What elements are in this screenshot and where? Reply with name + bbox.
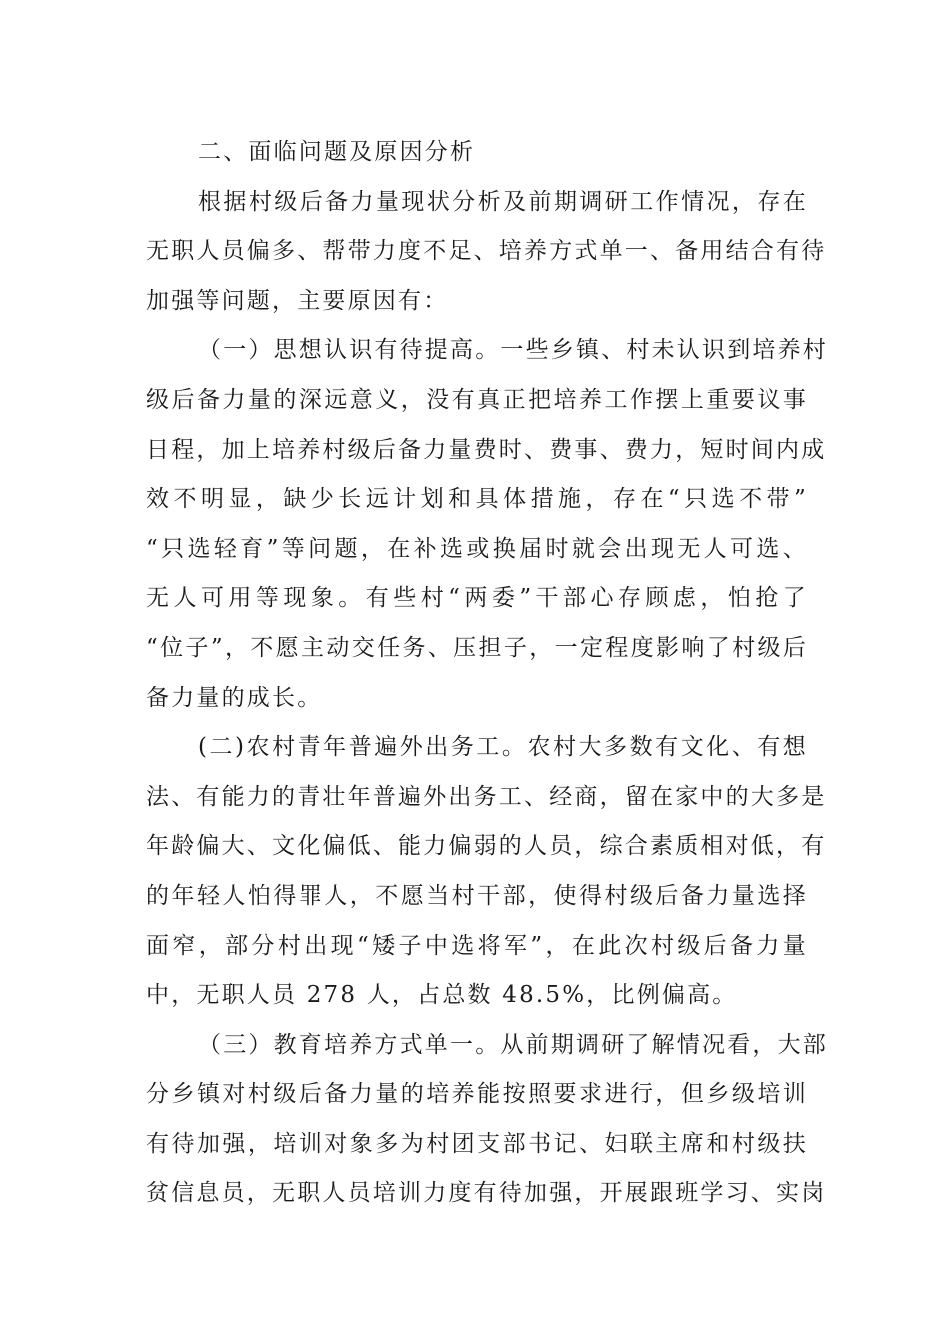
paragraph-line: 效不明显，缺少长远计划和具体措施，存在“只选不带” bbox=[146, 486, 808, 513]
paragraph-line: 级后备力量的深远意义，没有真正把培养工作摆上重要议事 bbox=[146, 386, 808, 413]
paragraph-line: 日程，加上培养村级后备力量费时、费事、费力，短时间内成 bbox=[146, 436, 827, 463]
paragraph-intro bbox=[146, 178, 827, 327]
paragraph-line: 无人可用等现象。有些村“两委”干部心存顾虑，怕抢了 bbox=[146, 585, 808, 612]
paragraph-line: 贫信息员，无职人员培训力度有待加强，开展跟班学习、实岗 bbox=[146, 1180, 827, 1207]
document-page bbox=[146, 128, 828, 1219]
paragraph-line: 加强等问题，主要原因有： bbox=[146, 287, 449, 314]
paragraph-line: 分乡镇对村级后备力量的培养能按照要求进行，但乡级培训 bbox=[146, 1081, 808, 1108]
paragraph-line: 年龄偏大、文化偏低、能力偏弱的人员，综合素质相对低，有 bbox=[146, 833, 827, 860]
paragraph-line: 法、有能力的青壮年普遍外出务工、经商，留在家中的大多是 bbox=[146, 783, 827, 810]
paragraph-line: “只选轻育”等问题，在补选或换届时就会出现无人可选、 bbox=[146, 535, 808, 562]
paragraph-line: （一）思想认识有待提高。一些乡镇、村未认识到培养村 bbox=[198, 337, 828, 364]
paragraph-line: 备力量的成长。 bbox=[146, 684, 323, 711]
paragraph-youth bbox=[146, 723, 827, 1021]
paragraph-line: 中，无职人员 278 人，占总数 48.5%，比例偏高。 bbox=[146, 982, 738, 1009]
paragraph-line: 有待加强，培训对象多为村团支部书记、妇联主席和村级扶 bbox=[146, 1130, 808, 1157]
paragraph-thinking bbox=[146, 326, 828, 723]
section-heading: 二、面临问题及原因分析 bbox=[198, 139, 476, 165]
paragraph-line: （三）教育培养方式单一。从前期调研了解情况看，大部 bbox=[198, 1031, 828, 1058]
paragraph-line: “位子”，不愿主动交任务、压担子，一定程度影响了村级后 bbox=[146, 634, 808, 661]
paragraph-line: 根据村级后备力量现状分析及前期调研工作情况，存在 bbox=[198, 188, 808, 215]
paragraph-line: 无职人员偏多、帮带力度不足、培养方式单一、备用结合有待 bbox=[146, 238, 827, 265]
paragraph-line: (二)农村青年普遍外出务工。农村大多数有文化、有想 bbox=[198, 734, 808, 761]
paragraph-training bbox=[146, 1021, 828, 1219]
paragraph-line: 的年轻人怕得罪人，不愿当村干部，使得村级后备力量选择 bbox=[146, 882, 808, 909]
paragraph-line: 面窄，部分村出现“矮子中选将军”，在此次村级后备力量 bbox=[146, 932, 808, 959]
